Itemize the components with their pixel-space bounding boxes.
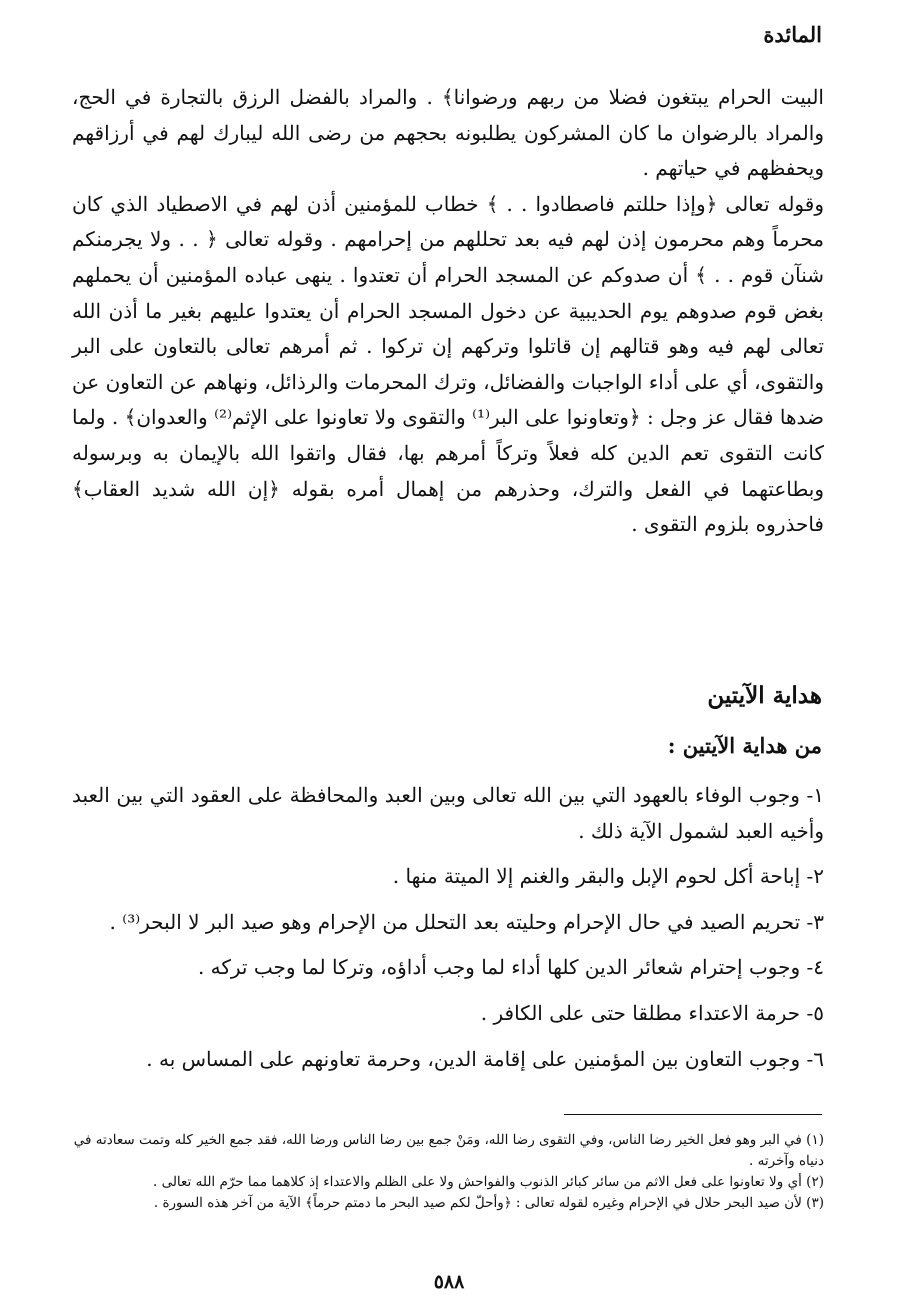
guidance-item: ٢- إباحة أكل لحوم الإبل والبقر والغنم إلا الميتة منها . — [392, 864, 824, 889]
guidance-item: ٤- وجوب إحترام شعائر الدين كلها أداء لما وجب أداؤه، وتركا لما وجب تركه . — [197, 955, 824, 980]
footnote: (٣) لأن صيد البحر حلال في الإحرام وغيره لقوله تعالى : ﴿وأحلّ لكم صيد البحر ما دمتم حرماً﴾ الآية من آخر هذه السورة . — [153, 1195, 824, 1211]
body-text — [72, 80, 824, 543]
running-head: المائدة — [763, 22, 822, 47]
sub-heading: من هداية الآيتين : — [667, 733, 822, 758]
footnote: (٢) أي ولا تعاونوا على فعل الاثم من سائر كبائر الذنوب والفواحش ولا على الظلم والاعتداء إذ كلاهما مما حرّم الله تعالى . — [152, 1174, 824, 1190]
guidance-item: ٥- حرمة الاعتداء مطلقا حتى على الكافر . — [480, 1000, 824, 1025]
section-heading: هداية الآيتين — [707, 682, 822, 709]
guidance-item: ٣- تحريم الصيد في حال الإحرام وحليته بعد التحلل من الإحرام وهو صيد البر لا البحر⁽³⁾ . — [109, 909, 824, 934]
guidance-list — [72, 778, 824, 1087]
footnote-separator — [564, 1114, 822, 1115]
footnote: (١) في البر وهو فعل الخير رضا الناس، وفي التقوى رضا الله، ومَنْ جمع بين رضا الناس ورضا الله، فقد جمع الخير كله وتمت سعادته في دنياه وآخرته . — [73, 1132, 824, 1169]
paragraph: وقوله تعالى ﴿وإذا حللتم فاصطادوا . . ﴾ خطاب للمؤمنين أذن لهم في الاصطياد الذي كان محرماً وهم محرمون إذن لهم فيه بعد تحللهم من إحرامهم . وقوله تعالى ﴿ . . ولا يجرمنكم شنآن قوم . . ﴾ أن صدوكم عن المسجد الحرام أن تعتدوا . ينهى عباده المؤمنين أن يحملهم بغض قوم صدوهم يوم الحديبية عن دخول المسجد الحرام أن يعتدوا عليهم بغير ما أذن الله تعالى لهم فيه وهو قتالهم إن قاتلوا وتركهم إن تركوا . ثم أمرهم تعالى بالتعاون على البر والتقوى، أي على أداء الواجبات والفضائل، وترك المحرمات والرذائل، ونهاهم عن التعاون عن ضدها فقال عز وجل : ﴿وتعاونوا على البر⁽¹⁾ والتقوى ولا تعاونوا على الإثم⁽²⁾ والعدوان﴾ . ولما كانت التقوى تعم الدين كله فعلاً وتركاً أمرهم بها، فقال واتقوا الله بالإيمان به وبرسوله وبطاعتهما في الفعل والترك، وحذرهم من إهمال أمره بقوله ﴿إن الله شديد العقاب﴾ فاحذروه بلزوم التقوى . — [72, 191, 825, 537]
page-number: ٥٨٨ — [433, 1271, 465, 1293]
guidance-item: ١- وجوب الوفاء بالعهود التي بين الله تعالى وبين العبد والمحافظة على العقود التي بين العبد وأخيه العبد لشمول الآية ذلك . — [72, 783, 824, 843]
paragraph: البيت الحرام يبتغون فضلا من ربهم ورضوانا﴾ . والمراد بالفضل الرزق بالتجارة في الحج، والمراد بالرضوان ما كان المشركون يطلبونه بحجهم من رضى الله ليبارك لهم في أرزاقهم ويحفظهم في حياتهم . — [72, 85, 824, 181]
footnotes — [72, 1130, 824, 1214]
guidance-item: ٦- وجوب التعاون بين المؤمنين على إقامة الدين، وحرمة تعاونهم على المساس به . — [146, 1046, 824, 1071]
